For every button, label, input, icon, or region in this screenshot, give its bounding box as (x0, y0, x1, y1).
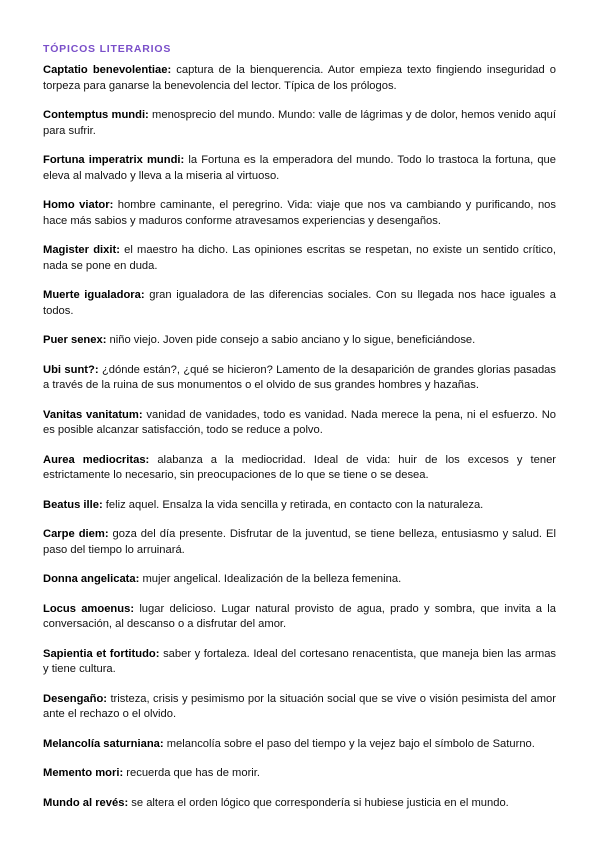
entry-definition: goza del día presente. Disfrutar de la juventud, se tiene belleza, entusiasmo y salud. El paso del tiempo lo arruinará. (43, 528, 556, 556)
entry-term: Vanitas vanitatum: (43, 408, 143, 421)
entry-definition: tristeza, crisis y pesimismo por la situación social que se vive o visión pesimista del amor ante el rechazo o el olvido. (43, 692, 556, 720)
entry-definition: se altera el orden lógico que correspondería si hubiese justicia en el mundo. (131, 796, 509, 809)
entry-term: Aurea mediocritas: (43, 453, 150, 466)
entry-definition: ¿dónde están?, ¿qué se hicieron? Lamento de la desaparición de grandes glorias pasadas a través de la ruina de sus monumentos o el olvido de sus grandes hombres y hazañas. (43, 363, 556, 391)
entry-term: Carpe diem: (43, 528, 109, 540)
entry-definition: menosprecio del mundo. Mundo: valle de lágrimas y de dolor, hemos venido aquí para sufrir. (43, 109, 556, 137)
entry-term: Puer senex: (43, 334, 107, 346)
entry-contemptus-mundi (43, 108, 556, 139)
entry-definition: saber y fortaleza. Ideal del cortesano renacentista, que maneja bien las armas y tiene cultura. (43, 647, 557, 675)
entry-definition: niño viejo. Joven pide consejo a sabio anciano y lo sigue, beneficiándose. (109, 334, 476, 346)
entry-aurea-mediocritas (43, 453, 556, 484)
entry-term: Magister dixit: (43, 244, 120, 256)
entry-term: Donna angelicata: (43, 573, 140, 585)
entry-term: Locus amoenus: (43, 602, 135, 615)
entry-sapientia-et-fortitudo (43, 647, 556, 678)
entry-definition: melancolía sobre el paso del tiempo y la vejez bajo el símbolo de Saturno. (166, 737, 535, 750)
entry-locus-amoenus (43, 602, 556, 633)
entry-vanitas-vanitatum (43, 408, 556, 439)
entry-definition: la Fortuna es la emperadora del mundo. Todo lo trastoca la fortuna, que eleva al malvado y lleva a la miseria al virtuoso. (43, 154, 556, 182)
entry-term: Homo viator: (43, 199, 114, 211)
entry-melancolia-saturniana (43, 737, 556, 753)
entry-fortuna-imperatrix-mundi (43, 153, 556, 184)
entry-term: Fortuna imperatrix mundi: (43, 154, 185, 166)
entry-definition: vanidad de vanidades, todo es vanidad. Nada merece la pena, ni el esfuerzo. No es posible alcanzar satisfacción, todo se reduce a polvo. (43, 408, 557, 436)
entry-term: Mundo al revés: (43, 796, 129, 809)
entry-term: Ubi sunt?: (43, 363, 99, 376)
entry-definition: mujer angelical. Idealización de la belleza femenina. (142, 573, 402, 585)
document-title: TÓPICOS LITERARIOS (43, 43, 172, 55)
entry-donna-angelicata (43, 572, 556, 588)
entry-beatus-ille (43, 498, 556, 514)
entry-definition: lugar delicioso. Lugar natural provisto de agua, prado y sombra, que invita a la conversación, al descanso o a disfrutar del amor. (43, 602, 556, 630)
entry-definition: captura de la bienquerencia. Autor empieza texto fingiendo inseguridad o torpeza para ganarse la benevolencia del lector. Típica de los prólogos. (43, 64, 556, 92)
entry-carpe-diem (43, 527, 556, 558)
entry-term: Desengaño: (43, 692, 108, 705)
entry-puer-senex (43, 333, 556, 349)
entry-definition: el maestro ha dicho. Las opiniones escritas se respetan, no existe un sentido crítico, nada se pone en duda. (43, 244, 556, 272)
entry-term: Captatio benevolentiae: (43, 64, 172, 76)
entry-definition: hombre caminante, el peregrino. Vida: viaje que nos va cambiando y purificando, nos hace más sabios y maduros conforme atravesamos experiencias y desengaños. (43, 199, 556, 227)
entry-mundo-al-reves (43, 796, 556, 812)
entry-magister-dixit (43, 243, 556, 274)
entry-term: Memento mori: (43, 767, 124, 779)
entry-muerte-igualadora (43, 288, 556, 319)
entry-definition: alabanza a la mediocridad. Ideal de vida: huir de los excesos y tener estrictamente lo necesario, sin preocupaciones de lo que se tiene o se desea. (43, 453, 557, 481)
entry-definition: feliz aquel. Ensalza la vida sencilla y retirada, en contacto con la naturaleza. (105, 498, 484, 511)
entry-term: Muerte igualadora: (43, 289, 145, 301)
entry-term: Sapientia et fortitudo: (43, 647, 160, 660)
entry-term: Beatus ille: (43, 498, 103, 511)
entry-desengano (43, 692, 556, 723)
entry-term: Contemptus mundi: (43, 109, 149, 121)
entry-ubi-sunt (43, 363, 556, 394)
entry-term: Melancolía saturniana: (43, 737, 164, 750)
entry-captatio-benevolentiae (43, 63, 556, 94)
entry-definition: gran igualadora de las diferencias sociales. Con su llegada nos hace iguales a todos. (43, 289, 556, 317)
entry-memento-mori (43, 766, 556, 782)
entry-definition: recuerda que has de morir. (126, 767, 260, 779)
entry-homo-viator (43, 198, 556, 229)
